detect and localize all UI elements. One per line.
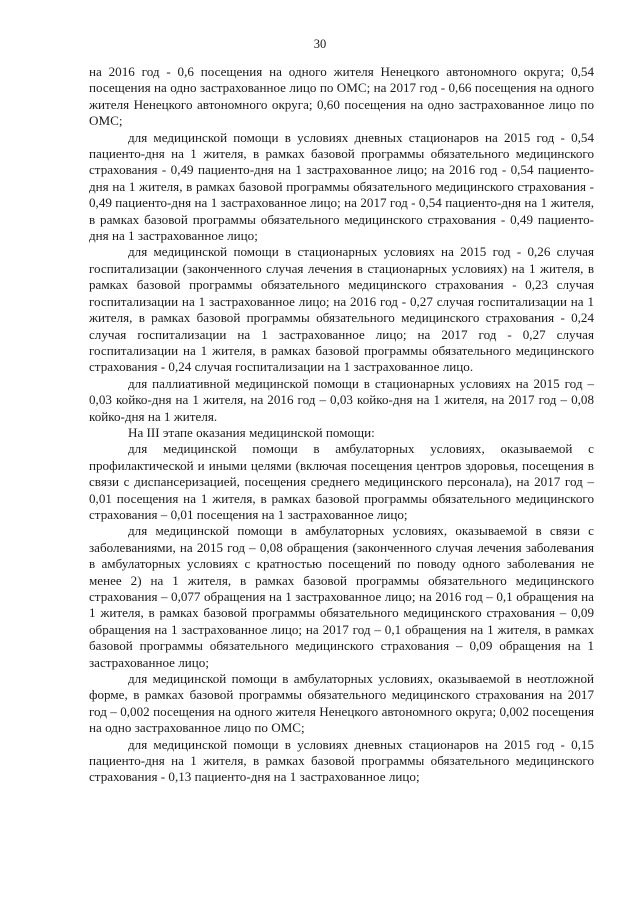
page-number: 30 <box>313 37 327 51</box>
paragraph: для медицинской помощи в условиях дневных стационаров на 2015 год - 0,15 пациенто-дня на 1 жителя, в рамках базовой программы обязательного медицинского страхования - 0,13 пациенто-дня на 1 застрахованное лицо; <box>89 736 594 785</box>
paragraph: для медицинской помощи в амбулаторных условиях, оказываемой с профилактической и иными целями (включая посещения центров здоровья, посещения в связи с диспансеризацией, посещения среднего медицинского персонала), на 2017 год – 0,01 посещения на 1 жителя, в рамках базовой программы обязательного медицинского страхования – 0,01 посещения на 1 застрахованное лицо; <box>89 441 594 522</box>
paragraph: для медицинской помощи в амбулаторных условиях, оказываемой в связи с заболеваниями, на 2015 год – 0,08 обращения (законченного случая лечения заболевания в амбулаторных условиях с кратностью посещений по поводу одного заболевания не менее 2) на 1 жителя, в рамках базовой программы обязательного медицинского страхования – 0,077 обращения на 1 застрахованное лицо; на 2016 год – 0,1 обращения на 1 жителя, в рамках базовой программы обязательного медицинского страхования – 0,09 обращения на 1 застрахованное лицо; на 2017 год – 0,1 обращения на 1 жителя, в рамках базовой программы обязательного медицинского страхования – 0,09 обращения на 1 застрахованное лицо; <box>89 523 594 670</box>
document-body <box>89 64 594 786</box>
paragraph: для медицинской помощи в амбулаторных условиях, оказываемой в неотложной форме, в рамках базовой программы обязательного медицинского страхования на 2017 год – 0,002 посещения на одного жителя Ненецкого автономного округа; 0,002 посещения на одно застрахованное лицо по ОМС; <box>89 671 594 736</box>
paragraph: на 2016 год - 0,6 посещения на одного жителя Ненецкого автономного округа; 0,54 посещения на одно застрахованное лицо по ОМС; на 2017 год - 0,66 посещения на одного жителя Ненецкого автономного округа; 0,60 посещения на одно застрахованное лицо по ОМС; <box>89 64 594 129</box>
section-heading: На III этапе оказания медицинской помощи: <box>128 424 375 440</box>
paragraph: для медицинской помощи в условиях дневных стационаров на 2015 год - 0,54 пациенто-дня на 1 жителя, в рамках базовой программы обязательного медицинского страхования - 0,49 пациенто-дня на 1 застрахованное лицо; на 2016 год - 0,54 пациенто-дня на 1 жителя, в рамках базовой программы обязательного медицинского страхования - 0,49 пациенто-дня на 1 застрахованное лицо; на 2017 год - 0,54 пациенто-дня на 1 жителя, в рамках базовой программы обязательного медицинского страхования - 0,49 пациенто-дня на 1 застрахованное лицо; <box>89 129 594 244</box>
paragraph: для паллиативной медицинской помощи в стационарных условиях на 2015 год – 0,03 койко-дня на 1 жителя, на 2016 год – 0,03 койко-дня на 1 жителя, на 2017 год – 0,08 койко-дня на 1 жителя. <box>89 375 594 424</box>
paragraph: для медицинской помощи в стационарных условиях на 2015 год - 0,26 случая госпитализации (законченного случая лечения в стационарных условиях) на 1 жителя, в рамках базовой программы обязательного медицинского страхования - 0,23 случая госпитализации на 1 застрахованное лицо; на 2016 год - 0,27 случая госпитализации на 1 жителя, в рамках базовой программы обязательного медицинского страхования - 0,24 случая госпитализации на 1 застрахованное лицо; на 2017 год - 0,27 случая госпитализации на 1 жителя, в рамках базовой программы обязательного медицинского страхования - 0,24 случая госпитализации на 1 застрахованное лицо. <box>89 244 594 375</box>
